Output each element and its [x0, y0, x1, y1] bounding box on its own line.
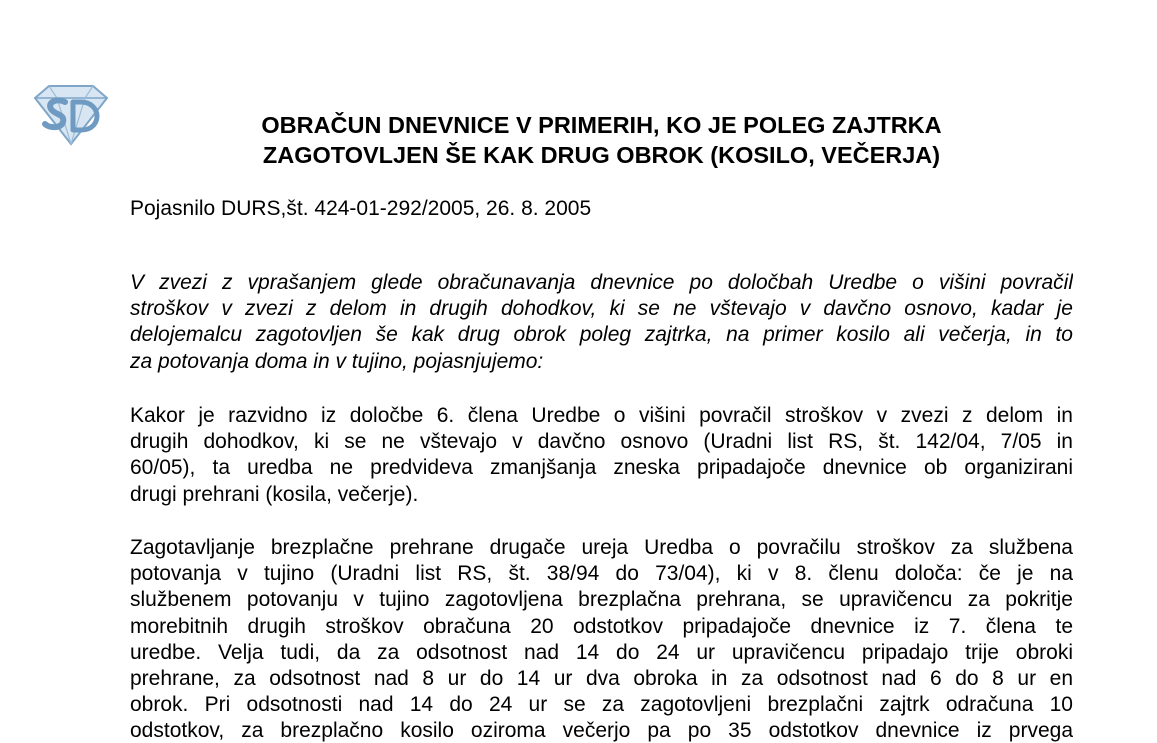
paragraph-line: prehrane, za odsotnost nad 8 ur do 14 ur dva obroka in za odsotnost nad 6 do 8 ur en — [130, 666, 1073, 690]
paragraph-line: obrok. Pri odsotnosti nad 14 do 24 ur se za zagotovljeni brezplačni zajtrk odračuna 10 — [130, 693, 1073, 717]
body-paragraph — [130, 535, 1073, 743]
source-reference: Pojasnilo DURS,št. 424-01-292/2005, 26. 8. 2005 — [130, 197, 592, 220]
paragraph-line: V zvezi z vprašanjem glede obračunavanja dnevnice po določbah Uredbe o višini povračil — [130, 271, 1073, 294]
paragraph-line: stroškov v zvezi z delom in drugih dohodkov, ki se ne vštevajo v davčno osnovo, kadar je — [130, 297, 1073, 321]
paragraph-line: potovanja v tujino (Uradni list RS, št. 38/94 do 73/04), ki v 8. členu določa: če je na — [130, 562, 1073, 586]
paragraph-line: Kakor je razvidno iz določbe 6. člena Uredbe o višini povračil stroškov v zvezi z delom in — [130, 404, 1073, 427]
paragraph-line: drugih dohodkov, ki se ne vštevajo v davčno osnovo (Uradni list RS, št. 142/04, 7/05 in — [130, 430, 1073, 454]
paragraph-line: 60/05), ta uredba ne predvideva zmanjšanja zneska pripadajoče dnevnice ob organizirani — [130, 456, 1073, 480]
title-line: OBRAČUN DNEVNICE V PRIMERIH, KO JE POLEG ZAJTRKA — [261, 112, 942, 138]
paragraph-line: uredbe. Velja tudi, da za odsotnost nad 14 do 24 ur upravičencu pripadajo trije obroki — [130, 640, 1073, 664]
title-line: ZAGOTOVLJEN ŠE KAK DRUG OBROK (KOSILO, VEČERJA) — [262, 142, 941, 168]
paragraph-line: morebitnih drugih stroškov obračuna 20 odstotkov pripadajoče dnevnice iz 7. člena te — [130, 614, 1073, 638]
intro-paragraph — [130, 270, 1073, 375]
paragraph-line: delojemalcu zagotovljen še kak drug obrok poleg zajtrka, na primer kosilo ali večerja, in to — [130, 323, 1073, 347]
paragraph-line: Zagotavljanje brezplačne prehrane drugače ureja Uredba o povračilu stroškov za službena — [130, 536, 1073, 559]
paragraph-line: za potovanja doma in v tujino, pojasnjujemo: — [130, 349, 544, 373]
paragraph-line: službenem potovanju v tujino zagotovljena brezplačna prehrana, se upravičencu za pokritje — [130, 588, 1073, 612]
paragraph-line: drugi prehrani (kosila, večerje). — [130, 482, 419, 506]
body-paragraph — [130, 403, 1073, 508]
paragraph-line: odstotkov, za brezplačno kosilo oziroma večerjo pa po 35 odstotkov dnevnice iz prvega — [130, 719, 1073, 743]
sd-diamond-logo-icon — [27, 78, 113, 148]
document-title — [130, 110, 1073, 170]
